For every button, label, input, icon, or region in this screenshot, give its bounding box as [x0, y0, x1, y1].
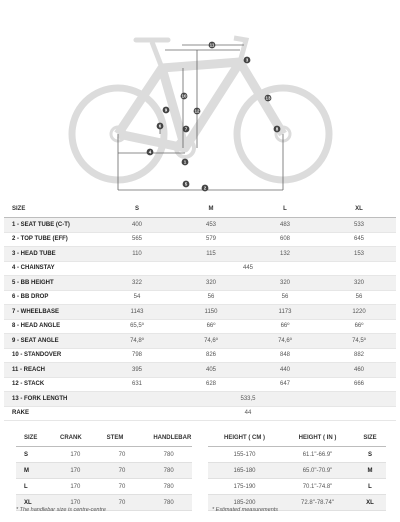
svg-text:9: 9 [164, 107, 168, 113]
cell-size: M [354, 463, 386, 479]
callout-10 [181, 93, 188, 100]
cell-stem: 70 [99, 463, 146, 479]
cell-value: 608 [279, 236, 290, 243]
cell-value: 322 [100, 276, 174, 291]
cell-value: 460 [322, 363, 396, 378]
cell-size: L [16, 479, 52, 495]
svg-text:11: 11 [209, 42, 215, 48]
table-row [208, 479, 386, 495]
callout-8 [274, 126, 281, 133]
table-row [4, 261, 396, 276]
rider-height-table [208, 429, 386, 511]
row-label: 8 - HEAD ANGLE [12, 323, 61, 330]
cell-value: 647 [279, 381, 290, 388]
row-label: 6 - BB DROP [12, 294, 49, 301]
cell-value: 483 [248, 218, 322, 233]
table-row [208, 463, 386, 479]
cell-value: 628 [205, 381, 216, 388]
cell-value: 798 [131, 352, 142, 359]
cell-height-cm: 165-180 [208, 463, 281, 479]
cell-value: 579 [205, 236, 216, 243]
cell-value: 1173 [248, 305, 322, 320]
svg-text:12: 12 [194, 108, 200, 114]
row-label: 4 - CHAINSTAY [12, 265, 55, 272]
header-size-xl: XL [322, 201, 396, 218]
cell-value: 405 [174, 363, 248, 378]
components-table [16, 429, 192, 511]
cell-size: M [16, 463, 52, 479]
svg-text:7: 7 [184, 126, 188, 132]
svg-text:6: 6 [158, 123, 162, 129]
header-handlebar: HANDLEBAR [145, 429, 192, 447]
callout-4 [147, 149, 154, 156]
cell-value-all-sizes: 533,5 [100, 392, 396, 407]
table-row [4, 290, 396, 305]
table-row [4, 406, 396, 421]
table-row [4, 363, 396, 378]
cell-value: 56 [281, 294, 289, 301]
table-row [4, 377, 396, 392]
cell-value: 66º [280, 323, 290, 330]
cell-value-all-sizes: 445 [242, 265, 253, 272]
cell-height-in: 65.0"-70.9" [281, 463, 354, 479]
header-height-cm: HEIGHT ( CM ) [208, 429, 281, 447]
bike-silhouette [72, 38, 329, 180]
table-row [4, 218, 396, 233]
cell-value: 56 [355, 294, 363, 301]
cell-value: 666 [353, 381, 364, 388]
cell-value-all-sizes: 44 [244, 410, 252, 417]
cell-crank: 170 [52, 479, 99, 495]
table-row [4, 334, 396, 349]
table-row [16, 463, 192, 479]
cell-value: 400 [100, 218, 174, 233]
cell-handlebar: 780 [145, 479, 192, 495]
header-crank: CRANK [52, 429, 99, 447]
cell-value: 848 [279, 352, 290, 359]
cell-value: 631 [131, 381, 142, 388]
row-label: 5 - BB HEIGHT [4, 276, 100, 291]
cell-size: S [354, 447, 386, 463]
table-row [4, 348, 396, 363]
cell-value: 74,5º [322, 334, 396, 349]
cell-stem: 70 [99, 447, 146, 463]
geometry-table [4, 201, 396, 421]
cell-value: 74,6º [174, 334, 248, 349]
row-label: 7 - WHEELBASE [4, 305, 100, 320]
table-row [4, 276, 396, 291]
cell-size: XL [354, 495, 386, 511]
cell-value: 74,8º [100, 334, 174, 349]
cell-value: 56 [207, 294, 215, 301]
cell-value: 826 [205, 352, 216, 359]
cell-handlebar: 780 [145, 463, 192, 479]
cell-value: 453 [174, 218, 248, 233]
header-stem: STEM [99, 429, 146, 447]
callout-1 [182, 159, 189, 166]
cell-value: 110 [100, 247, 174, 262]
row-label: 3 - HEAD TUBE [4, 247, 100, 262]
cell-value: 132 [248, 247, 322, 262]
cell-value: 320 [248, 276, 322, 291]
cell-value: 395 [100, 363, 174, 378]
frame [118, 62, 283, 148]
cell-crank: 170 [52, 447, 99, 463]
table-row [4, 247, 396, 262]
cell-crank: 170 [52, 495, 99, 511]
row-label: 2 - TOP TUBE (EFF) [12, 236, 68, 243]
cell-value: 65,5º [130, 323, 144, 330]
cell-height-cm: 155-170 [208, 447, 281, 463]
cell-height-cm: 185-200 [208, 495, 281, 511]
cell-value: 1220 [322, 305, 396, 320]
svg-text:10: 10 [181, 93, 187, 99]
row-label: 10 - STANDOVER [12, 352, 62, 359]
table-row [4, 232, 396, 247]
table-row [16, 479, 192, 495]
row-label: RAKE [12, 410, 30, 417]
cell-value: 320 [322, 276, 396, 291]
callout-12 [194, 108, 201, 115]
cell-value: 320 [174, 276, 248, 291]
height-footnote: * Estimated measurements [212, 507, 279, 513]
seatpost [152, 42, 162, 68]
cell-size: L [354, 479, 386, 495]
cell-height-in: 61.1"-66.9" [281, 447, 354, 463]
callout-7 [183, 126, 190, 133]
cell-value: 882 [353, 352, 364, 359]
cell-value: 66º [206, 323, 216, 330]
row-label: 13 - FORK LENGTH [4, 392, 100, 407]
row-label: 9 - SEAT ANGLE [4, 334, 100, 349]
svg-text:2: 2 [203, 185, 207, 191]
cell-size: S [16, 447, 52, 463]
callout-3 [244, 57, 251, 64]
cell-stem: 70 [99, 495, 146, 511]
cell-value: 74,6º [248, 334, 322, 349]
header-size-m: M [174, 201, 248, 218]
cell-handlebar: 780 [145, 447, 192, 463]
handlebar-footnote: * The handlebar size is centre-centre [16, 507, 106, 513]
cell-height-in: 72.8"-78.74" [281, 495, 354, 511]
row-label: 1 - SEAT TUBE (C-T) [4, 218, 100, 233]
row-label: 11 - REACH [4, 363, 100, 378]
bike-geometry-diagram [0, 0, 400, 200]
table-row [4, 319, 396, 334]
table-row [208, 447, 386, 463]
table-row [16, 447, 192, 463]
svg-text:13: 13 [265, 95, 271, 101]
geometry-header-row [4, 201, 396, 218]
cell-height-in: 70.1"-74.8" [281, 479, 354, 495]
header-size-l: L [248, 201, 322, 218]
cell-value: 440 [248, 363, 322, 378]
row-label: 12 - STACK [12, 381, 45, 388]
cell-handlebar: 780 [145, 495, 192, 511]
cell-value: 533 [322, 218, 396, 233]
table-row [4, 305, 396, 320]
cell-value: 115 [174, 247, 248, 262]
callout-2 [202, 185, 209, 192]
callout-11 [209, 42, 216, 49]
cell-size: XL [16, 495, 52, 511]
cell-height-cm: 175-190 [208, 479, 281, 495]
cell-value: 66º [354, 323, 364, 330]
components-header-row [16, 429, 192, 447]
svg-text:8: 8 [275, 126, 279, 132]
header-size-label: SIZE [4, 201, 100, 218]
callout-5 [183, 181, 190, 188]
svg-text:3: 3 [245, 57, 249, 63]
height-header-row [208, 429, 386, 447]
header-size-s: S [100, 201, 174, 218]
cell-value: 645 [353, 236, 364, 243]
cell-value: 153 [322, 247, 396, 262]
callout-6 [157, 123, 164, 130]
svg-text:5: 5 [184, 181, 188, 187]
cell-value: 565 [131, 236, 142, 243]
cell-value: 54 [133, 294, 141, 301]
cell-stem: 70 [99, 479, 146, 495]
header-size: SIZE [354, 429, 386, 447]
svg-text:1: 1 [183, 159, 187, 165]
header-size: SIZE [16, 429, 52, 447]
callout-9 [163, 107, 170, 114]
svg-text:4: 4 [148, 149, 152, 155]
header-height-in: HEIGHT ( IN ) [281, 429, 354, 447]
table-row [4, 392, 396, 407]
callout-13 [265, 95, 272, 102]
cell-value: 1143 [100, 305, 174, 320]
cell-crank: 170 [52, 463, 99, 479]
cell-value: 1150 [174, 305, 248, 320]
